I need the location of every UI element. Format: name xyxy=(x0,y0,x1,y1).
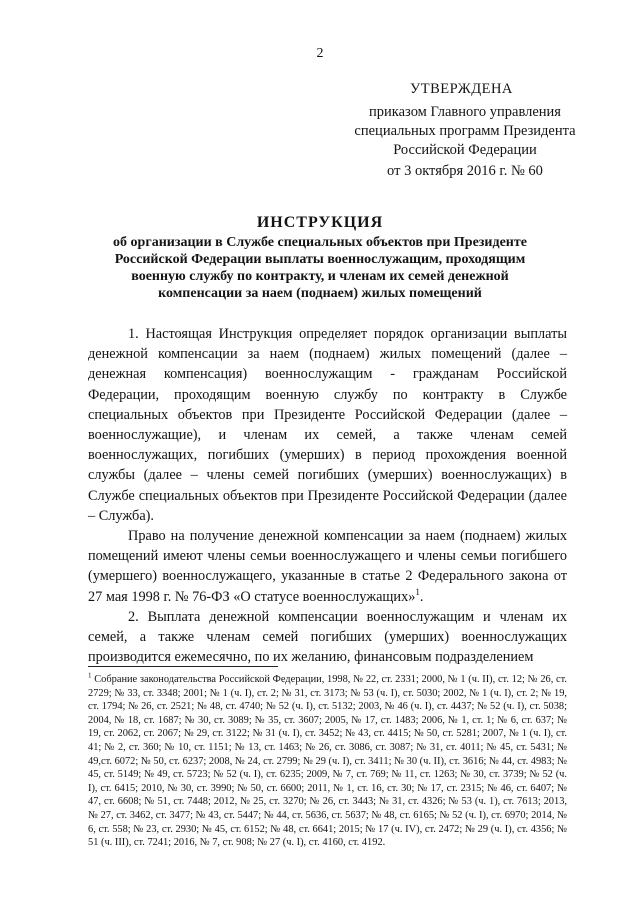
paragraph-1: 1. Настоящая Инструкция определяет порядок организации выплаты денежной компенсации за наем (поднаем) жилых помещений (далее – денежная компенсация) военнослужащим - гражданам Российской Федерации, проходящим военную службу по контракту в Службе специальных объектов при Президенте Российской Федерации (далее – военнослужащие), и членам их семей, а также членам семей военнослужащих, погибших (умерших) в период прохождения военной службы (далее – члены семей погибших (умерших) военнослужащих) в Службе специальных объектов при Президенте Российской Федерации (далее – Служба). xyxy=(88,326,567,524)
document-title: ИНСТРУКЦИЯ xyxy=(256,214,384,231)
paragraph-2-text: Право на получение денежной компенсации за наем (поднаем) жилых помещений имеют члены семьи военнослужащего и члены семьи погибшего (умершего) военнослужащего, указанные в статье 2 Федерального закона от 27 мая 1998 г. № 76-ФЗ «О статусе военнослужащих» xyxy=(88,528,567,605)
page-number: 2 xyxy=(316,46,324,61)
footnote-text: Собрание законодательства Российской Федерации, 1998, № 22, ст. 2331; 2000, № 1 (ч. II), ст. 12; № 26, ст. 2729; № 33, ст. 3348; 2001; № 1 (ч. I), ст. 2; № 31, ст. 3173; № 53 (ч. I), ст. 5030; 2002, № 1 (ч. I), ст. 2; № 19, ст. 1794; № 26, ст. 2521; № 48, ст. 4740; № 52 (ч. I), ст. 5132; 2003, № 46 (ч. I), ст. 4437; № 52 (ч. I), ст. 5038; 2004, № 18, ст. 1687; № 30, ст. 3089; № 35, ст. 3607; 2005, № 17, ст. 1483; 2006, № 1, ст. 1; № 6, ст. 637; № 19, ст. 2062, ст. 2067; № 29, ст. 3122; № 31 (ч. I), ст. 3452; № 43, ст. 4415; № 50, ст. 5281; 2007, № 1 (ч. I), ст. 41; № 2, ст. 360; № 10, ст. 1151; № 13, ст. 1463; № 26, ст. 3086, ст. 3087; № 31, ст. 4011; № 45, ст. 5431; № 49,ст. 6072; № 50, ст. 6237; 2008, № 24, ст. 2799; № 29 (ч. I), ст. 3411; № 30 (ч. II), ст. 3616; № 44, ст. 4983; № 45, ст. 5149; № 49, ст. 5723; № 52 (ч. I), ст. 6235; 2009, № 7, ст. 769; № 11, ст. 1263; № 30, ст. 3739; № 52 (ч. I), ст. 6415; 2010, № 30, ст. 3990; № 50, ст. 6600; 2011, № 1, ст. 16, ст. 30; № 17, ст. 2315; № 46, ст. 6407; № 47, ст. 6608; № 51, ст. 7448; 2012, № 25, ст. 3270; № 26, ст. 3443; № 31, ст. 4326; № 53 (ч. 1), ст. 7613; 2013, № 27, ст. 3462, ст. 3477; № 43, ст. 5447; № 44, ст. 5636, ст. 5637; № 48, ст. 6165; № 52 (ч. I), ст. 6970; 2014, № 6, ст. 558; № 23, ст. 2930; № 45, ст. 6152; № 48, ст. 6641; 2015; № 17 (ч. IV), ст. 2472; № 29 (ч. I), ст. 4356; № 51 (ч. III), ст. 7241; 2016, № 7, ст. 908; № 27 (ч. I), ст. 4160, ст. 4192. xyxy=(88,674,567,849)
approval-line: специальных программ Президента xyxy=(354,123,576,139)
footnote-reference: 1 xyxy=(415,586,420,597)
approval-date: от 3 октября 2016 г. № 60 xyxy=(387,163,543,179)
footnote xyxy=(88,673,567,850)
approval-line: приказом Главного управления xyxy=(369,104,561,120)
paragraph-3: 2. Выплата денежной компенсации военнослужащим и членам их семей, а также членам семей погибших (умерших) военнослужащих производится ежемесячно, по их желанию, финансовым подразделением xyxy=(88,608,567,666)
approval-stamp: УТВЕРЖДЕНА xyxy=(410,81,513,97)
title-block xyxy=(95,213,545,302)
paragraph-2: Право на получение денежной компенсации за наем (поднаем) жилых помещений имеют члены семьи военнослужащего и члены семьи погибшего (умершего) военнослужащего, указанные в статье 2 Федерального закона от 27 мая 1998 г. № 76-ФЗ «О статусе военнослужащих»$^1$. xyxy=(88,528,567,605)
footnote-marker: 1 xyxy=(88,671,92,680)
approval-block xyxy=(330,80,600,181)
document-subtitle: об организации в Службе специальных объектов при Президенте Российской Федерации выплаты военнослужащим, проходящим военную службу по контракту, и членам их семей денежной компенсации за наем (поднаем) жилых помещений xyxy=(113,235,527,301)
approval-line: Российской Федерации xyxy=(393,142,537,158)
document-body xyxy=(88,324,567,667)
footnote-separator xyxy=(88,666,278,667)
